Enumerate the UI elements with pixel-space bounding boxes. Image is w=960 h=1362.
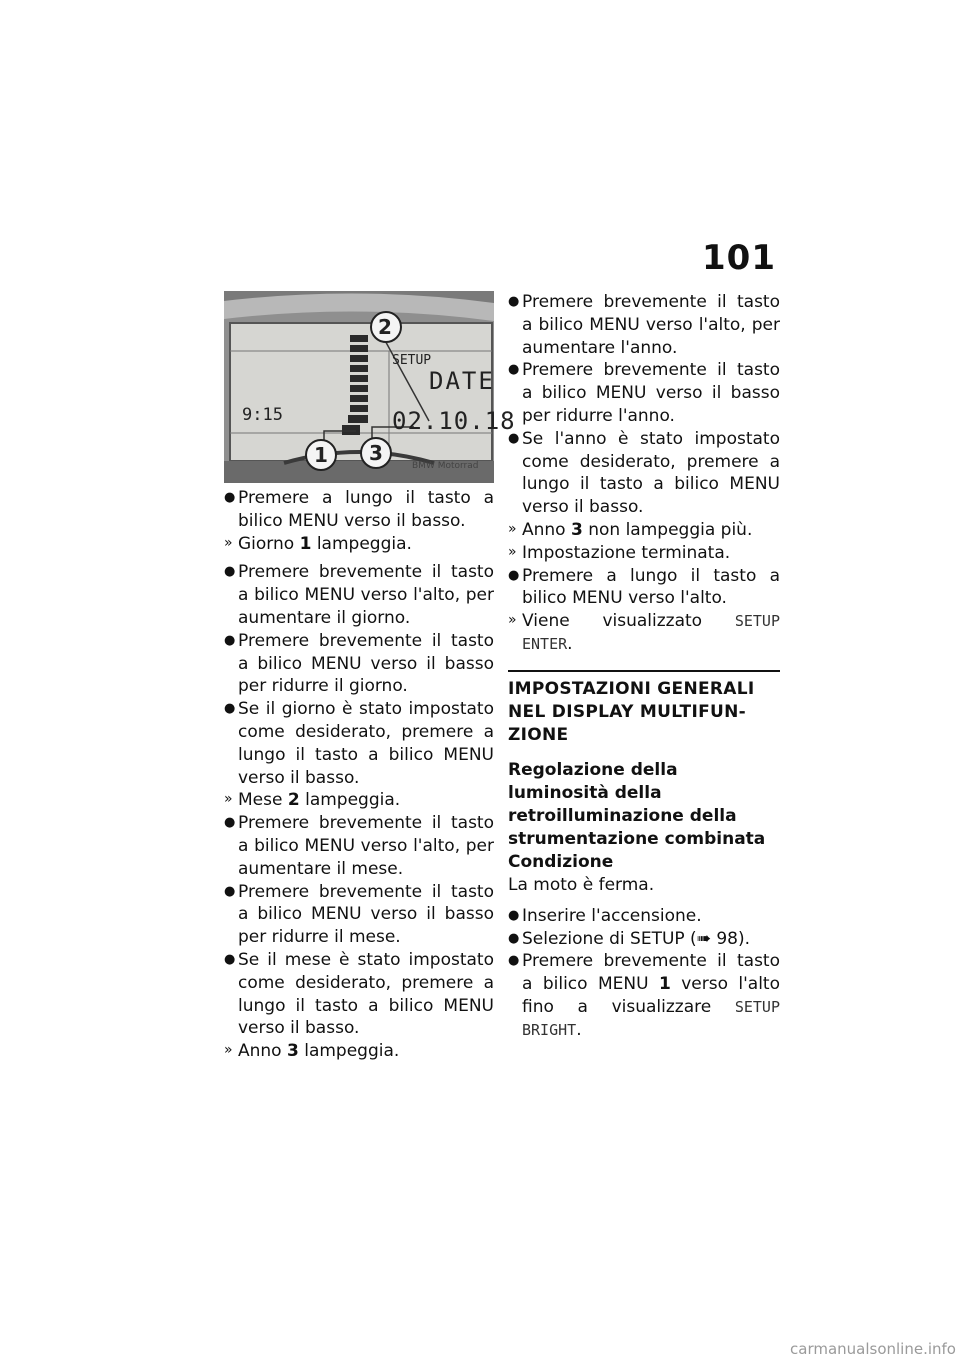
callout-3: 3 [369,441,383,465]
instruction-item [508,291,780,359]
item-text: Se il giorno è stato impostato come desiderato, premere a lungo il tasto a bilico MENU verso il basso. [238,699,494,788]
item-text: Anno [522,519,571,540]
item-text: Se il mese è stato impostato come desiderato, premere a lungo il tasto a bilico MENU verso il basso. [238,949,494,1039]
condition-label: Condizione [508,851,614,872]
watermark: carmanualsonline.info [790,1340,956,1358]
bullet-icon: ● [224,815,236,831]
page-ref-arrow-icon: ➠ [696,928,711,949]
instruction-item [508,950,780,1041]
item-text: Mese [238,790,288,811]
callout-ref: 3 [286,1041,299,1062]
display-text: SETUP ENTER [522,612,780,653]
item-text: Inserire l'accensione. [522,905,702,926]
item-text: Premere brevemente il tasto a bilico MENU verso il basso per ridurre l'anno. [522,360,780,426]
bullet-icon: ● [224,951,236,967]
callout-ref: 1 [658,974,671,995]
item-text: Premere a lungo il tasto a bilico MENU verso il basso. [238,488,494,531]
item-text: non lampeggia più. [582,519,753,540]
instrument-display-figure [224,291,516,483]
result-marker-icon: » [508,612,517,629]
right-instruction-list [508,291,780,656]
instruction-item [224,561,494,629]
bullet-icon: ● [224,701,236,717]
instruction-item [224,949,494,1040]
left-column [224,291,516,1063]
result-item [508,519,780,542]
bullet-icon: ● [508,953,520,969]
result-item [224,533,494,556]
callout-2: 2 [378,315,392,339]
item-text: Premere brevemente il tasto a bilico MENU verso l'alto, per aumentare il mese. [238,813,494,879]
result-item [224,789,494,812]
item-text: Premere brevemente il tasto a bilico MENU [522,951,780,995]
section-subtitle: Regolazione della luminosità della retroilluminazione della strumentazione combinata [508,759,766,849]
instruction-item [508,565,780,611]
instruction-item [508,359,780,427]
item-text: Premere brevemente il tasto a bilico MENU verso il basso per ridurre il giorno. [238,630,494,697]
bullet-icon: ● [224,632,236,648]
instruction-item [224,812,494,880]
item-text: Premere brevemente il tasto a bilico MENU verso l'alto, per aumentare l'anno. [522,292,780,358]
callout-1: 1 [314,443,328,467]
condition-text: La moto è ferma. [508,874,655,895]
item-text: lampeggia. [299,790,401,811]
item-text: Premere brevemente il tasto a bilico MENU verso il basso per ridurre il mese. [238,881,494,948]
callout-ref: 1 [299,533,312,554]
display-clock: 9:15 [242,405,283,425]
item-text: Premere brevemente il tasto a bilico MENU verso l'alto, per aumentare il giorno. [238,562,494,628]
bullet-icon: ● [224,564,236,580]
result-marker-icon: » [224,1042,233,1059]
result-marker-icon: » [224,534,233,551]
bullet-icon: ● [508,907,520,923]
section-divider [508,670,780,672]
section-title: IMPOSTAZIONI GENERALI NEL DISPLAY MULTIFUN-ZIONE [508,678,755,745]
result-item [508,542,780,565]
left-instruction-list [224,487,494,1063]
bullet-icon: ● [508,567,520,583]
item-text: Impostazione terminata. [522,542,731,563]
instruction-item [508,905,780,928]
instruction-item [224,698,494,789]
item-text: 98). [710,928,751,949]
item-text: Anno [238,1041,287,1062]
result-marker-icon: » [508,543,517,560]
item-text: Se l'anno è stato impostato come desiderato, premere a lungo il tasto a bilico MENU verso il basso. [522,428,780,518]
item-text: Giorno [238,533,300,554]
section-instruction-list [508,905,780,1042]
instruction-item [224,630,494,698]
display-logo: BMW Motorrad [412,461,479,471]
item-text: Premere a lungo il tasto a bilico MENU verso l'alto. [522,565,780,609]
instruction-item [508,928,780,951]
item-text: . [567,633,573,654]
right-column [508,291,780,1042]
item-text: lampeggia. [298,1041,400,1062]
instruction-item [224,881,494,949]
display-date-value: 02.10.18 [392,407,516,435]
instruction-item [508,428,780,519]
bullet-icon: ● [508,430,520,446]
item-text: lampeggia. [311,533,412,554]
item-text: Viene visualizzato [522,611,735,632]
item-text: Selezione di SETUP ( [522,928,697,949]
result-item [224,1040,494,1063]
display-text: SETUP BRIGHT [522,997,780,1039]
bullet-icon: ● [508,362,520,378]
display-date-word: DATE [429,367,495,395]
item-text: . [576,1019,582,1040]
instruction-item [224,487,494,533]
bullet-icon: ● [224,490,236,505]
result-marker-icon: » [508,520,517,537]
bullet-icon: ● [224,883,236,899]
item-text: verso l'alto fino a visualizzare [522,974,780,1017]
bullet-icon: ● [508,294,520,309]
result-marker-icon: » [224,791,233,808]
bullet-icon: ● [508,930,520,946]
callout-ref: 3 [570,519,583,540]
page-number: 101 [702,238,776,278]
result-item [508,610,780,656]
display-setup-label: SETUP [392,353,432,368]
callout-ref: 2 [287,790,300,811]
